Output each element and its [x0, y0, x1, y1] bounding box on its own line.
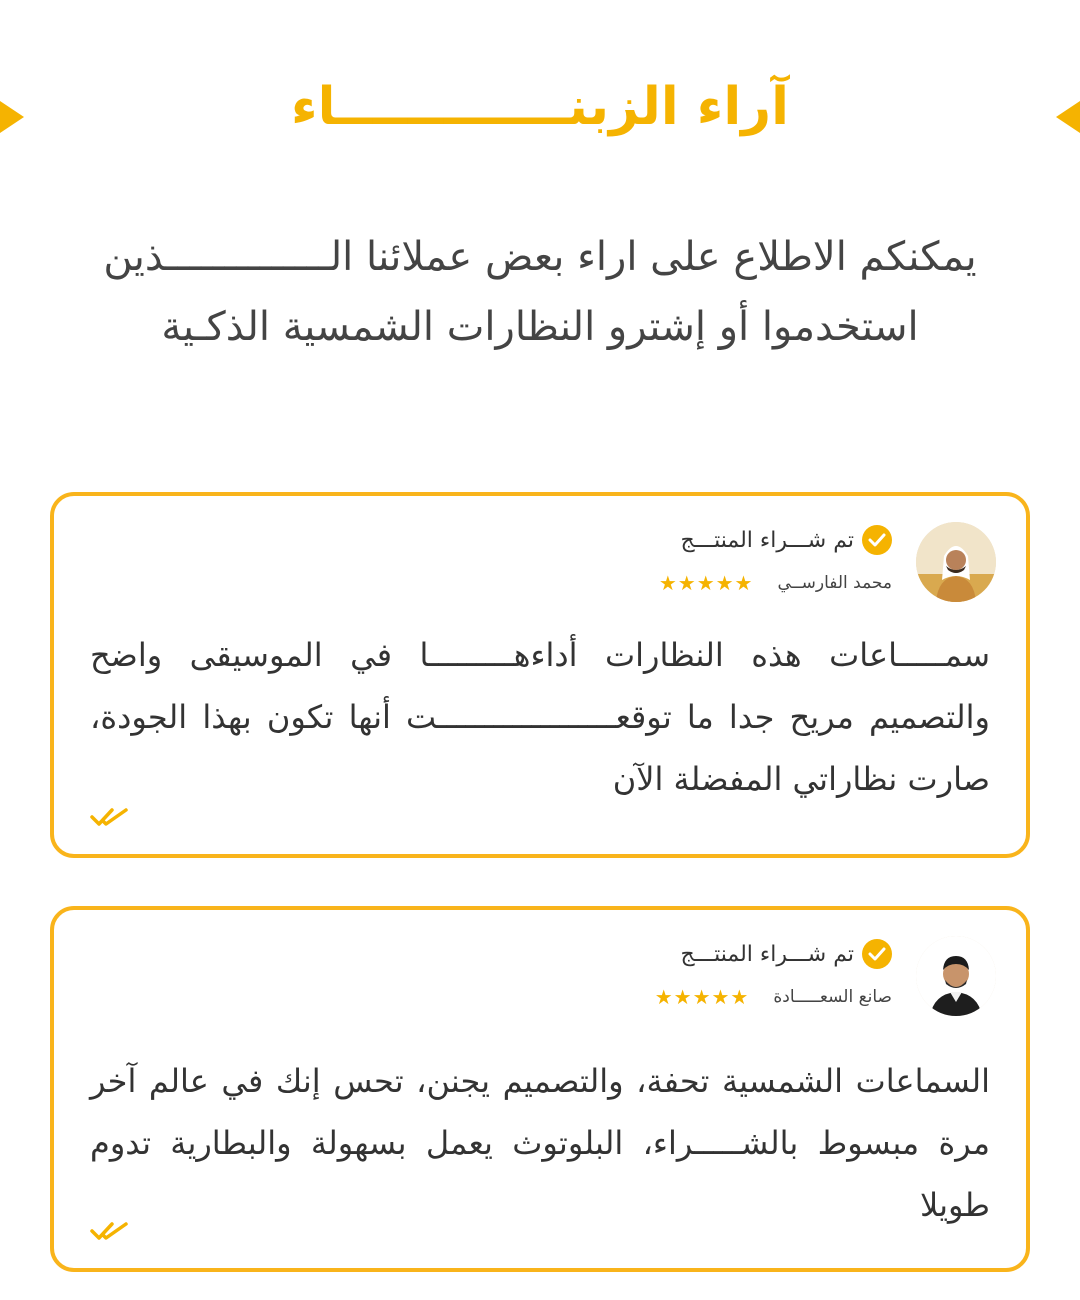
star-rating: ★★★★★ [658, 571, 754, 595]
double-check-icon [90, 806, 132, 828]
check-circle-icon [862, 525, 892, 555]
check-circle-icon [862, 939, 892, 969]
avatar [916, 936, 996, 1016]
review-card [50, 492, 1030, 858]
verified-label: تم شـــراء المنتـــج [680, 941, 854, 967]
page-title: آراء الزبنـــــــــــــاء [291, 77, 789, 137]
review-text: سمـــــاعات هذه النظارات أداءهـــــــــا في الموسيقى واضح والتصميم مريح جدا ما توقعـــــــــــــــــــت أنها تكون بهذا الجودة، صارت نظاراتي المفضلة الآن [90, 636, 990, 798]
reviewer-name: صانع السعـــــادة [773, 987, 892, 1007]
review-text: السماعات الشمسية تحفة، والتصميم يجنن، تحس إنك في عالم آخر مرة مبسوط بالشـــــراء، البلوتوث يعمل بسهولة والبطارية تدوم طويلا [90, 1062, 990, 1224]
reviewer-row [655, 982, 892, 1012]
verified-label: تم شـــراء المنتـــج [680, 527, 854, 553]
reviewer-name: محمد الفارســي [777, 573, 892, 593]
reviewer-row [659, 568, 892, 598]
avatar [916, 522, 996, 602]
double-check-icon [90, 1220, 132, 1242]
intro-text [60, 222, 1020, 362]
review-card [50, 906, 1030, 1272]
verified-purchase [681, 934, 892, 974]
intro-line-2: استخدموا أو إشترو النظارات الشمسية الذكـية [161, 304, 919, 350]
verified-purchase [681, 520, 892, 560]
intro-line-1: يمكنكم الاطلاع على اراء بعض عملائنا الــــــــــــــذين [103, 234, 977, 280]
star-rating: ★★★★★ [654, 985, 750, 1009]
